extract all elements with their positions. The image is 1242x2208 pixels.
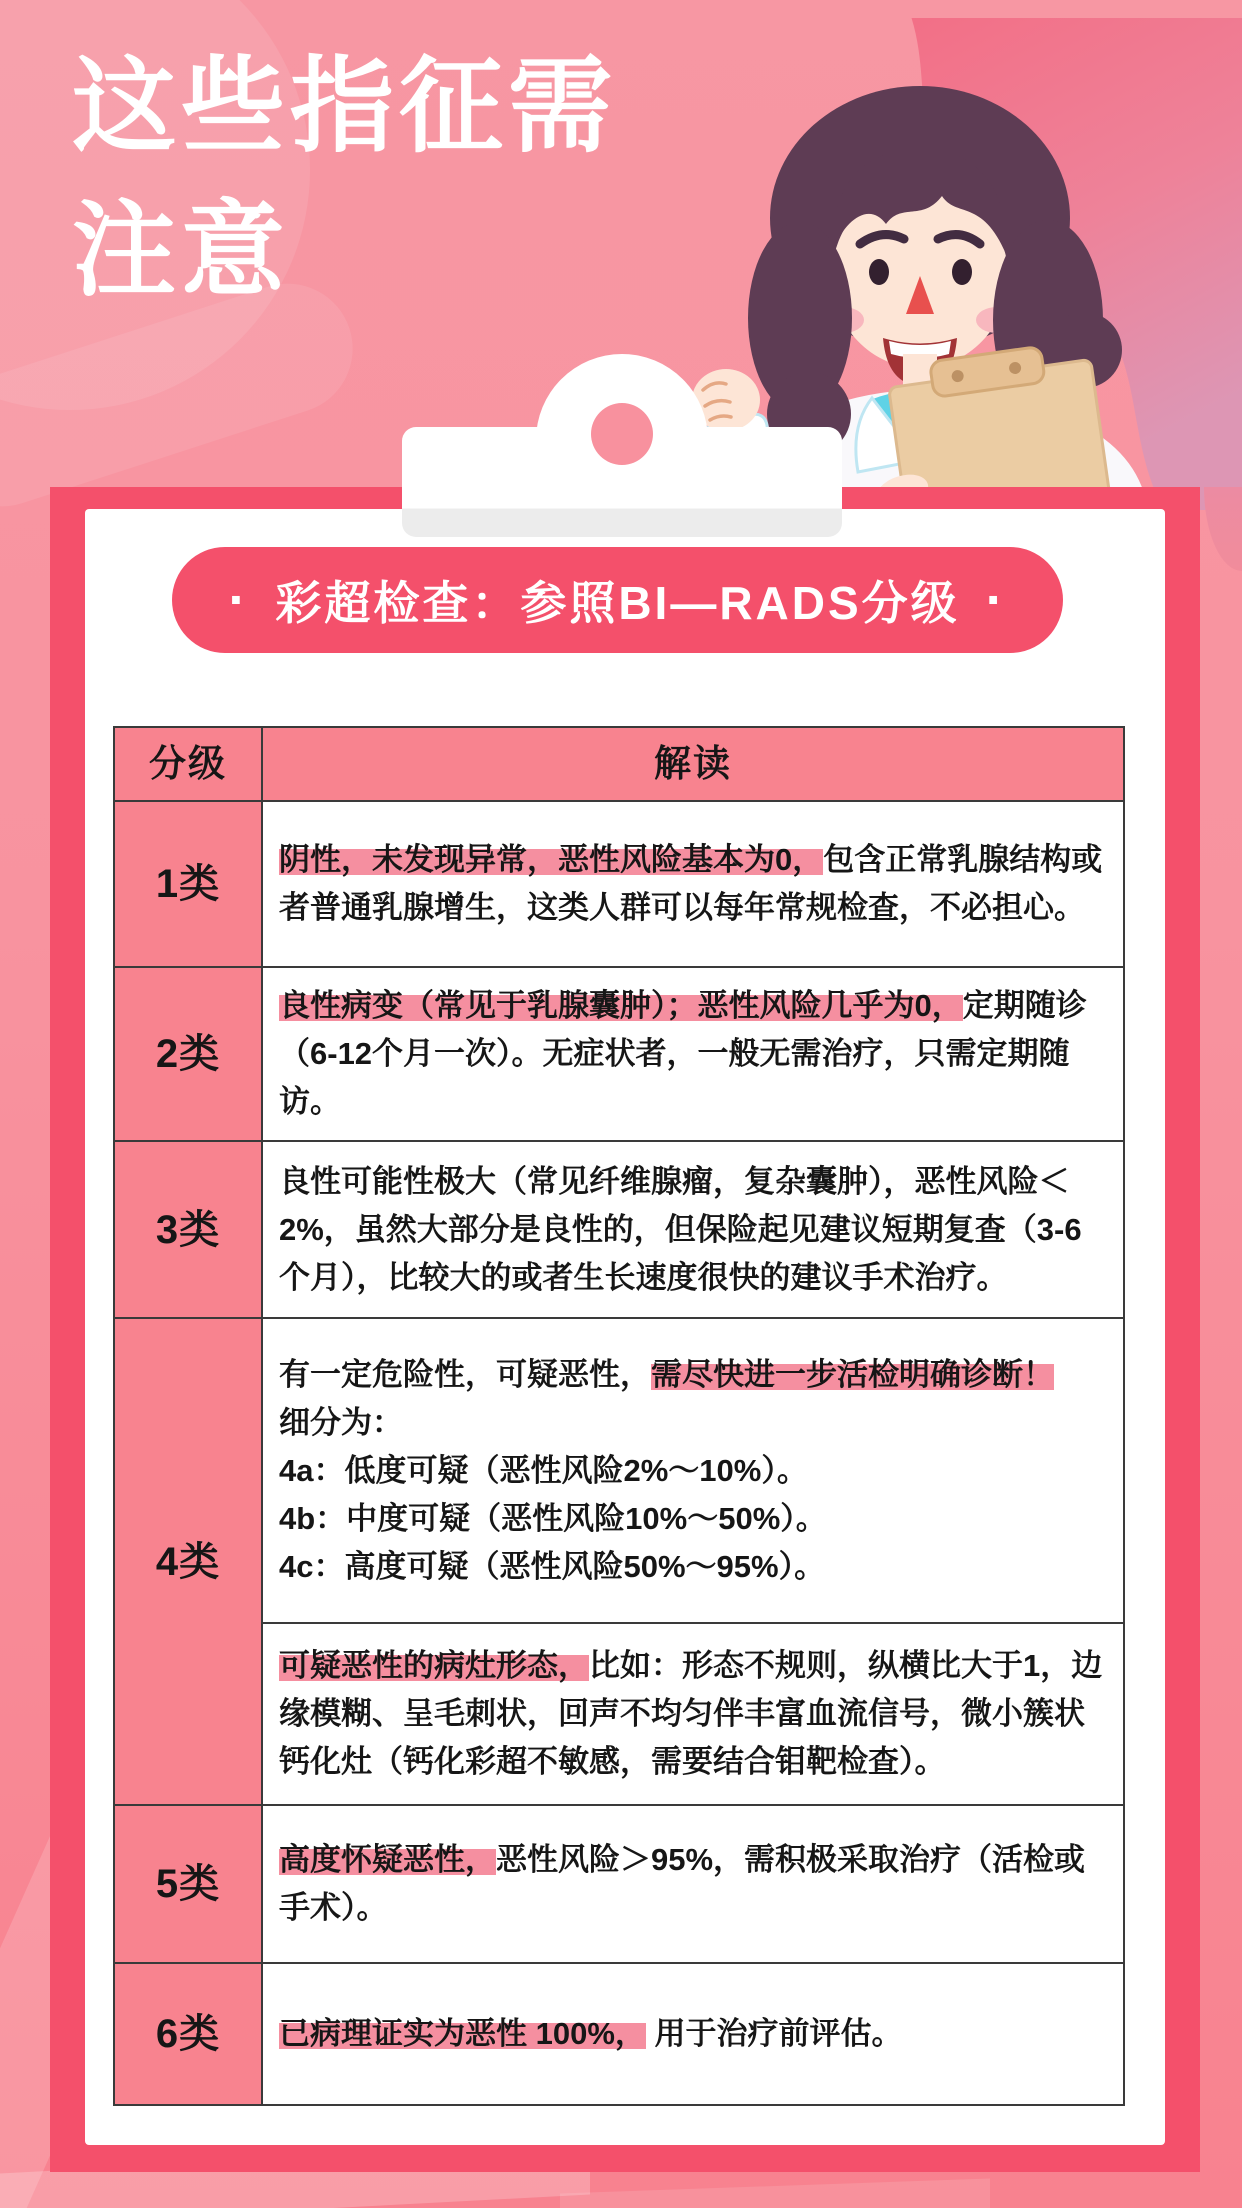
row-cell-class1 <box>262 801 1124 967</box>
row-label-class1: 1类 <box>114 801 262 967</box>
table-row-class3 <box>114 1141 1124 1318</box>
body-line: 4b：中度可疑（恶性风险10%～50%）。 <box>279 1500 827 1536</box>
row-cell-class3 <box>262 1141 1124 1318</box>
table-row-class4-sub <box>114 1623 1124 1805</box>
badge-right-dot: · <box>985 570 1007 630</box>
grade-table <box>113 726 1125 2106</box>
body-line: 细分为： <box>279 1404 403 1440</box>
body-text: 有一定危险性，可疑恶性， <box>279 1356 651 1392</box>
row-cell-class4-sub <box>262 1623 1124 1805</box>
table-row-class2 <box>114 967 1124 1141</box>
highlight-text: 已病理证实为恶性 100%， <box>279 2016 646 2051</box>
row-cell-class4-main <box>262 1318 1124 1623</box>
bg-corner-blob-decoration <box>1204 487 1242 571</box>
badge-text: 彩超检查：参照BI—RADS分级 <box>275 577 960 629</box>
header-interpretation: 解读 <box>262 727 1124 801</box>
section-badge <box>172 547 1063 653</box>
row-cell-class5 <box>262 1805 1124 1963</box>
page-title <box>72 36 617 323</box>
body-text: 恶性风险＞95%，需积极采取治疗（活检或手术）。 <box>279 1842 1086 1925</box>
right-eye <box>952 259 972 285</box>
row-label-class2: 2类 <box>114 967 262 1141</box>
highlight-text: 可疑恶性的病灶形态， <box>279 1648 589 1683</box>
header-grade: 分级 <box>114 727 262 801</box>
highlight-text: 需尽快进一步活检明确诊断！ <box>651 1356 1054 1392</box>
clipboard-clip-hole <box>591 403 653 465</box>
badge-left-dot: · <box>228 570 250 630</box>
row-label-class3: 3类 <box>114 1141 262 1318</box>
table-row-class4 <box>114 1318 1124 1623</box>
left-eye <box>869 259 889 285</box>
page-title-line1: 这些指征需 <box>72 49 618 165</box>
table-row-class5 <box>114 1805 1124 1963</box>
body-text: 包含正常乳腺结构或者普通乳腺增生，这类人群可以每年常规检查，不必担心。 <box>279 842 1103 925</box>
row-label-class4: 4类 <box>114 1318 262 1805</box>
bg-bottom-wedge2-decoration <box>560 2178 990 2208</box>
table-header-row <box>114 727 1124 801</box>
body-line: 4c：高度可疑（恶性风险50%～95%）。 <box>279 1548 826 1584</box>
body-line <box>279 1351 1107 1399</box>
body-line: 4a：低度可疑（恶性风险2%～10%）。 <box>279 1452 808 1488</box>
body-text: 良性可能性极大（常见纤维腺瘤，复杂囊肿），恶性风险＜2%，虽然大部分是良性的，但保险起见建议短期复查（3-6个月），比较大的或者生长速度很快的建议手术治疗。 <box>279 1163 1082 1295</box>
row-label-class5: 5类 <box>114 1805 262 1963</box>
highlight-text: 良性病变（常见于乳腺囊肿）；恶性风险几乎为0， <box>279 988 963 1023</box>
highlight-text: 阴性，未发现异常，恶性风险基本为0， <box>279 842 824 877</box>
body-text: 用于治疗前评估。 <box>654 2016 903 2051</box>
table-row-class6 <box>114 1963 1124 2105</box>
row-cell-class6 <box>262 1963 1124 2105</box>
body-text: 定期随诊（6-12个月一次）。无症状者，一般无需治疗，只需定期随访。 <box>279 988 1087 1119</box>
row-label-class6: 6类 <box>114 1963 262 2105</box>
table-row-class1 <box>114 801 1124 967</box>
content-card <box>85 509 1165 2145</box>
highlight-text: 高度怀疑恶性， <box>279 1842 496 1877</box>
page-title-line2: 注意 <box>72 192 291 309</box>
body-text: 比如：形态不规则，纵横比大于1，边缘模糊、呈毛刺状，回声不均匀伴丰富血流信号，微小簇状钙化灶（钙化彩超不敏感，需要结合钼靶检查）。 <box>279 1648 1103 1779</box>
row-cell-class2 <box>262 967 1124 1141</box>
